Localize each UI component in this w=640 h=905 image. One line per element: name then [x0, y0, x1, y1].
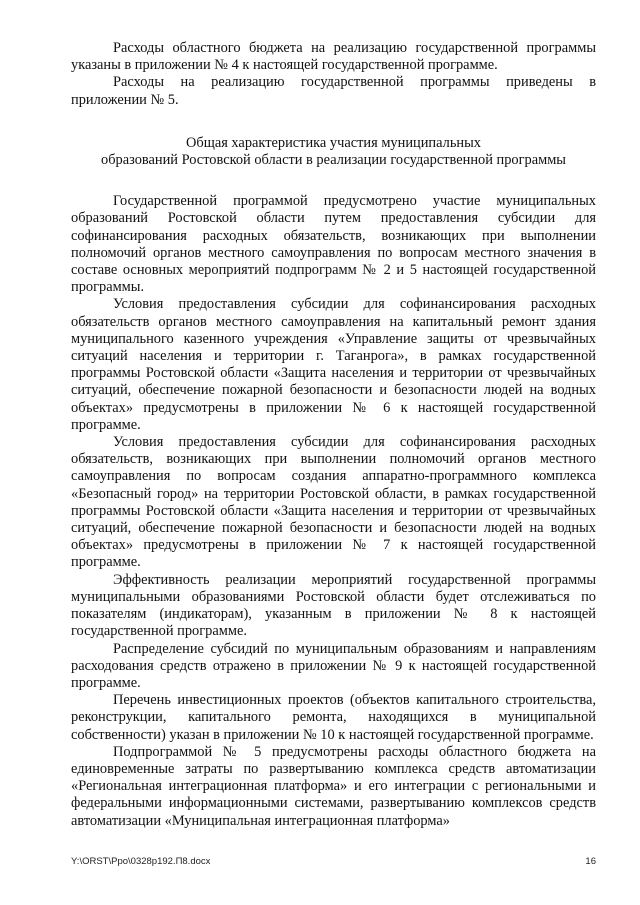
page-number: 16 [585, 856, 596, 867]
body-paragraph-6: Перечень инвестиционных проектов (объектов капитального строительства, реконструкции, капитального ремонта, находящихся в муниципальной собственности) указан в приложении № 10 к настоящей государственной программе. [71, 692, 596, 743]
body-paragraph-3: Условия предоставления субсидии для софинансирования расходных обязательств, возникающих при выполнении полномочий органов местного самоуправления по вопросам создания аппаратно-программного комплекса «Безопасный город» на территории Ростовской области, в рамках государственной программы Ростовской области «Защита населения и территории от чрезвычайных ситуаций, обеспечение пожарной безопасности и безопасности людей на водных объектах» предусмотрены в приложении № 7 к настоящей государственной программе. [71, 434, 596, 571]
intro-paragraph-1: Расходы областного бюджета на реализацию государственной программы указаны в приложении № 4 к настоящей государственной программе. [71, 40, 596, 74]
section-heading-line-2: образований Ростовской области в реализации государственной программы [101, 152, 566, 169]
document-body [71, 40, 596, 830]
body-paragraph-4: Эффективность реализации мероприятий государственной программы муниципальными образованиями Ростовской области будет отслеживаться по показателям (индикаторам), указанным в приложении № 8 к настоящей государственной программе. [71, 571, 596, 640]
page-footer [71, 856, 596, 867]
intro-paragraph-2: Расходы на реализацию государственной программы приведены в приложении № 5. [71, 74, 596, 108]
body-paragraph-1: Государственной программой предусмотрено участие муниципальных образований Ростовской области путем предоставления субсидии для софинансирования расходных обязательств, возникающих при выполнении полномочий органов местного самоуправления по вопросам местного значения в составе основных мероприятий подпрограмм № 2 и 5 настоящей государственной программы. [71, 193, 596, 296]
footer-file-path: Y:\ORST\Ppo\0328p192.П8.docx [71, 856, 211, 867]
section-heading [71, 135, 596, 169]
section-heading-line-1: Общая характеристика участия муниципальных [186, 134, 481, 151]
body-paragraph-2: Условия предоставления субсидии для софинансирования расходных обязательств органов местного самоуправления на капитальный ремонт здания муниципального казенного учреждения «Управление защиты от чрезвычайных ситуаций населения и территории г. Таганрога», в рамках государственной программы Ростовской области «Защита населения и территории от чрезвычайных ситуаций, обеспечение пожарной безопасности и безопасности людей на водных объектах» предусмотрены в приложении № 6 к настоящей государственной программе. [71, 296, 596, 433]
body-paragraph-5: Распределение субсидий по муниципальным образованиям и направлениям расходования средств отражено в приложении № 9 к настоящей государственной программе. [71, 640, 596, 691]
body-paragraph-7: Подпрограммой № 5 предусмотрены расходы областного бюджета на единовременные затраты по развертыванию комплекса средств автоматизации «Региональная интеграционная платформа» и его интеграции с региональными и федеральными информационными системами, развертыванию комплексов средств автоматизации «Муниципальная интеграционная платформа» [71, 743, 596, 829]
